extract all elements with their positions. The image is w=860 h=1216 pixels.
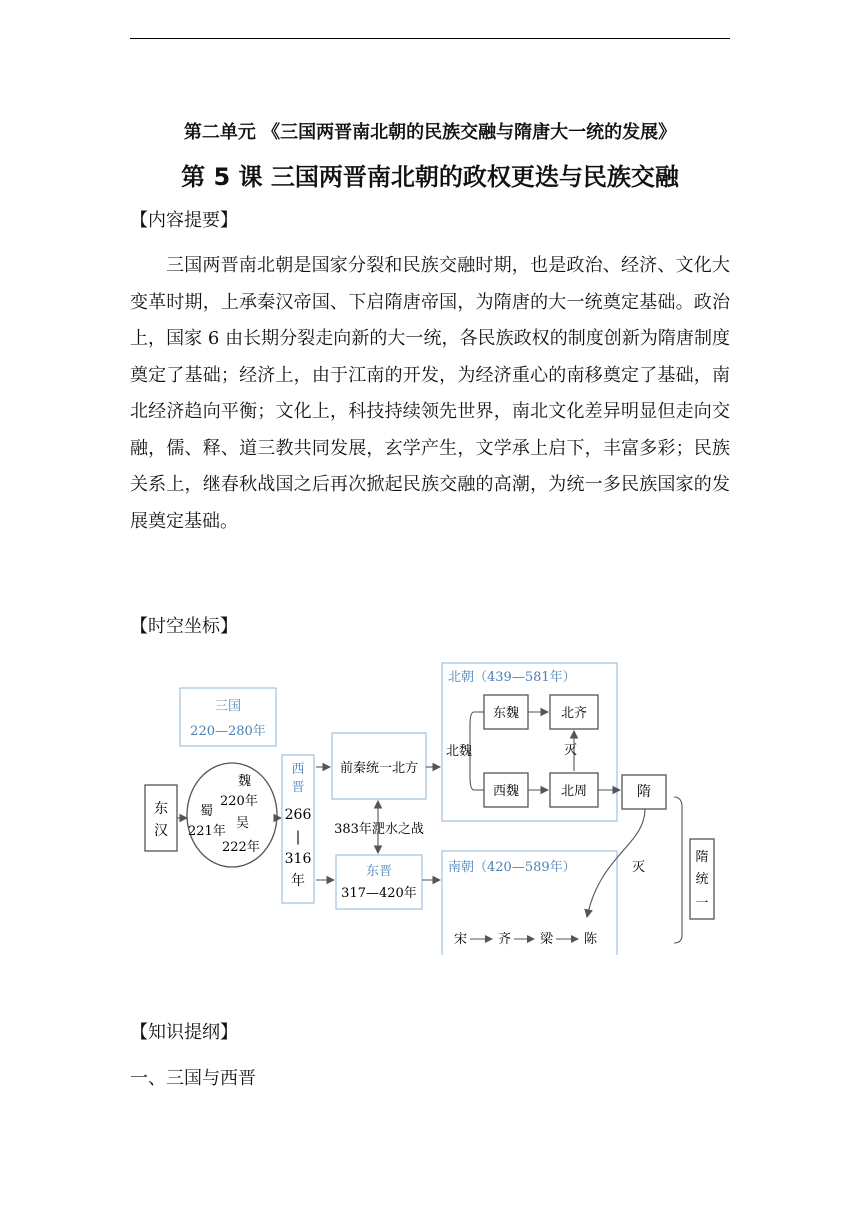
bei-qi-label: 北齐 xyxy=(560,706,588,721)
dong-jin-label: 东晋 xyxy=(365,864,393,879)
xi-jin-year-unit: 年 xyxy=(291,873,305,889)
section-content-summary: 【内容提要】 xyxy=(130,210,238,231)
section-spacetime: 【时空坐标】 xyxy=(130,616,238,637)
battle-label: 383年淝水之战 xyxy=(334,822,424,837)
dong-jin-years: 317—420年 xyxy=(341,886,417,901)
xi-jin-year-start: 266 xyxy=(284,807,312,823)
wu-year: 222年 xyxy=(222,840,260,855)
xi-jin-year-end: 316 xyxy=(284,851,312,867)
sui-label: 隋 xyxy=(637,784,651,800)
destroy-label-1: 灭 xyxy=(564,743,578,758)
dynasty-liang: 梁 xyxy=(540,932,554,947)
southern-dynasties-label: 南朝（420—589年） xyxy=(448,860,576,875)
bei-wei-label: 北魏 xyxy=(446,744,473,759)
dong-han-box xyxy=(145,785,177,851)
wei-year: 220年 xyxy=(220,794,258,809)
xi-wei-label: 西魏 xyxy=(492,784,520,799)
sui-unify-char-2: 统 xyxy=(695,872,709,887)
summary-paragraph: 三国两晋南北朝是国家分裂和民族交融时期，也是政治、经济、文化大变革时期，上承秦汉帝国、下启隋唐帝国，为隋唐的大一统奠定基础。政治上，国家 6 由长期分裂走向新的大一统，各民族政权的制度创新为隋唐制度奠定了基础；经济上，由于江南的开发，为经济重心的南移奠定了基础，南北经济趋向平衡；文化上，科技持续领先世界，南北文化差异明显但走向交融，儒、释、道三教共同发展，玄学产生，文学承上启下，丰富多彩；民族关系上，继春秋战国之后再次掀起民族交融的高潮，为统一多民族国家的发展奠定基础。 xyxy=(130,255,730,532)
xi-jin-year-bar: | xyxy=(295,829,301,845)
xi-jin-char-2: 晋 xyxy=(291,780,305,795)
bei-zhou-label: 北周 xyxy=(560,784,588,799)
section-outline: 【知识提纲】 xyxy=(130,1022,238,1043)
header-rule xyxy=(130,38,730,39)
wei-label: 魏 xyxy=(238,774,252,789)
wu-label: 吴 xyxy=(236,816,250,831)
timeline-svg xyxy=(140,655,720,955)
outline-item-1: 一、三国与西晋 xyxy=(130,1068,256,1089)
shu-label: 蜀 xyxy=(200,804,214,819)
three-kingdoms-years: 220—280年 xyxy=(190,724,266,739)
dong-han-char-2: 汉 xyxy=(154,823,168,839)
dong-han-char-1: 东 xyxy=(154,801,168,817)
qian-qin-label: 前秦统一北方 xyxy=(339,761,419,776)
sui-unify-char-3: 一 xyxy=(695,896,709,911)
northern-dynasties-label: 北朝（439—581年） xyxy=(448,670,576,685)
three-kingdoms-label: 三国 xyxy=(214,699,242,714)
xi-jin-char-1: 西 xyxy=(291,762,305,777)
lesson-title: 第 5 课 三国两晋南北朝的政权更迭与民族交融 xyxy=(181,163,679,191)
dynasty-chen: 陈 xyxy=(584,932,598,947)
timeline-diagram xyxy=(140,655,720,955)
dong-wei-label: 东魏 xyxy=(492,706,520,721)
northern-dynasties-box xyxy=(442,663,617,821)
dynasty-qi: 齐 xyxy=(498,932,512,947)
unit-title: 第二单元 《三国两晋南北朝的民族交融与隋唐大一统的发展》 xyxy=(183,122,677,143)
destroy-label-2: 灭 xyxy=(632,860,646,875)
shu-year: 221年 xyxy=(188,824,226,839)
sui-unify-char-1: 隋 xyxy=(695,850,709,865)
dynasty-song: 宋 xyxy=(454,932,468,947)
